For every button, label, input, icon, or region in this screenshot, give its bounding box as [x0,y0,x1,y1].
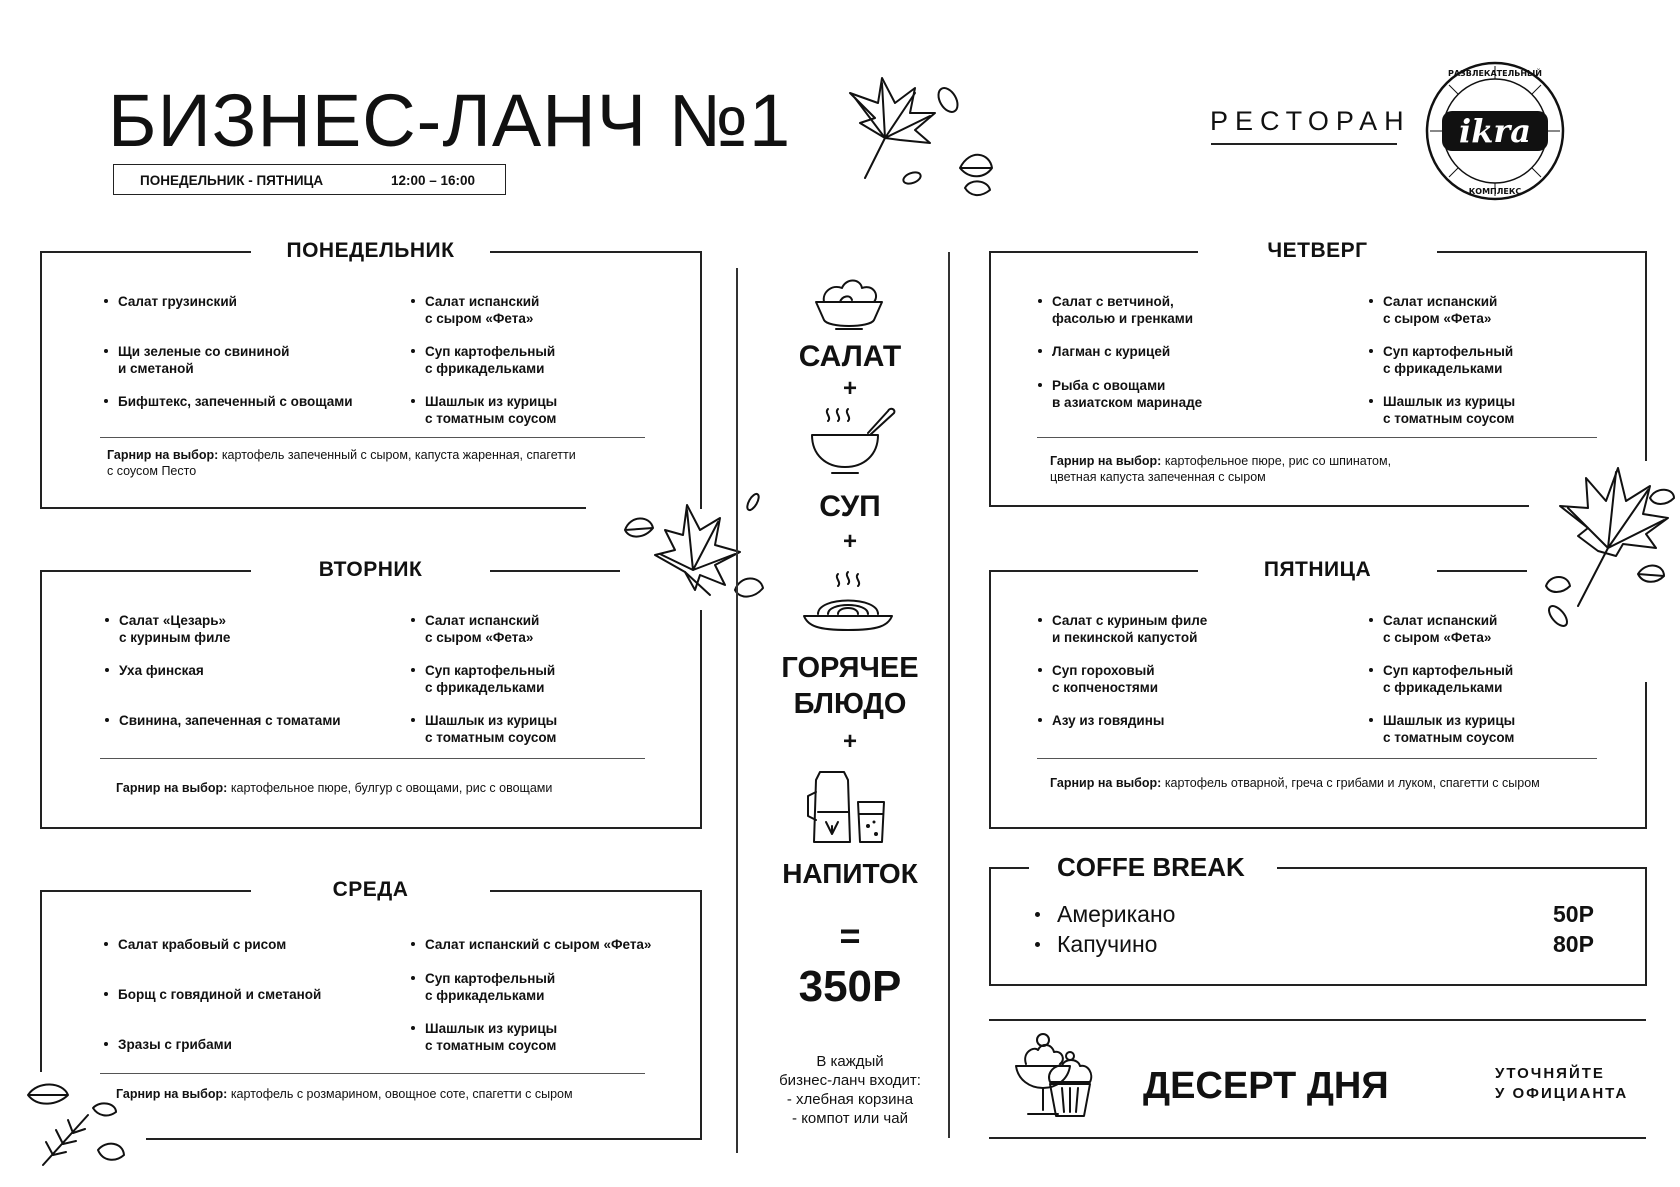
list-item: Суп картофельный с фрикадельками [425,344,556,376]
garnish-thursday: Гарнир на выбор: картофельное пюре, рис со шпинатом, цветная капуста запеченная с сыром [1050,454,1392,484]
list-item: Шашлык из курицы с томатным соусом [425,1021,558,1053]
list-item: Щи зеленые со свининой и сметаной [118,344,290,376]
garnish-friday: Гарнир на выбор: картофель отварной, греча с грибами и луком, спагетти с сыром [1050,776,1540,790]
combo-includes-line: - компот или чай [792,1110,908,1127]
list-item: Суп картофельный с фрикадельками [425,971,556,1003]
list-item: Борщ с говядиной и сметаной [118,987,322,1002]
day-card-tuesday [40,558,702,829]
list-item: Салат испанский с сыром «Фета» [425,937,652,952]
coffee-item-price: 50Р [1553,901,1594,927]
list-item: Свинина, запеченная с томатами [119,713,341,728]
maple-leaf-icon [820,68,1000,208]
day-title-thursday: ЧЕТВЕРГ [1267,239,1368,262]
list-item: Салат испанский с сыром «Фета» [425,294,540,326]
hours-days: ПОНЕДЕЛЬНИК - ПЯТНИЦА [140,173,324,188]
list-item: Суп картофельный с фрикадельками [1383,344,1514,376]
list-item: Шашлык из курицы с томатным соусом [1383,713,1516,745]
dessert-note [1495,1064,1628,1104]
combo-equals: = [839,915,861,956]
pasta-plate-icon [800,570,896,636]
page-title: БИЗНЕС-ЛАНЧ №1 [108,79,792,162]
day-card-monday [40,239,702,509]
list-item: Салат испанский с сыром «Фета» [425,613,540,645]
coffee-break-card [989,852,1647,986]
list-item: Шашлык из курицы с томатным соусом [425,394,558,426]
day-card-wednesday [40,878,702,1140]
combo-price: 350Р [798,962,902,1011]
day-title-wednesday: СРЕДА [332,878,409,901]
coffee-item-name: Американо [1057,901,1175,928]
combo-plus-1: + [842,375,857,402]
hours-box [113,164,506,195]
garnish-monday: Гарнир на выбор: картофель запеченный с сыром, капуста жаренная, спагетти с соусом Песто [107,448,576,478]
dessert-bottom-line [989,1137,1646,1139]
combo-includes-line: В каждый [816,1053,884,1070]
dessert-note-line2: У ОФИЦИАНТА [1495,1085,1629,1102]
center-divider-right [948,252,950,1138]
combo-hot-dish [755,650,945,722]
list-item: Салат испанский с сыром «Фета» [1383,294,1498,326]
dessert-title: ДЕСЕРТ ДНЯ [1143,1065,1389,1107]
garnish-tuesday: Гарнир на выбор: картофельное пюре, булгур с овощами, рис с овощами [116,781,553,795]
combo-drink: НАПИТОК [782,858,918,889]
hours-time: 12:00 – 16:00 [391,173,476,188]
list-item: Бифштекс, запеченный с овощами [118,394,353,409]
coffee-item-name: Капучино [1057,931,1157,958]
list-item: Лагман с курицей [1052,344,1171,359]
list-item: Суп картофельный с фрикадельками [1383,663,1514,695]
day-title-friday: ПЯТНИЦА [1263,558,1372,581]
combo-hot-line2: БЛЮДО [793,688,907,720]
list-item: Азу из говядины [1052,713,1165,728]
logo-ring-bottom: КОМПЛЕКС [1468,187,1522,196]
soup-bowl-icon [808,405,898,477]
combo-hot-line1: ГОРЯЧЕЕ [781,652,919,684]
list-item: Шашлык из курицы с томатным соусом [425,713,558,745]
logo-name: ikra [1459,112,1531,150]
list-item: Салат грузинский [118,294,237,309]
drink-jug-icon [806,768,890,846]
ikra-logo [1420,56,1570,206]
coffee-item-price: 80Р [1553,931,1594,957]
cupcake-icon [1044,1050,1096,1122]
list-item: Шашлык из курицы с томатным соусом [1383,394,1516,426]
combo-includes-line: бизнес-ланч входит: [779,1072,921,1089]
list-item: Рыба с овощами в азиатском маринаде [1052,378,1203,410]
list-item: Суп картофельный с фрикадельками [425,663,556,695]
restaurant-word: РЕСТОРАН [1210,106,1411,136]
logo-ring-top: РАЗВЛЕКАТЕЛЬНЫЙ [1447,69,1543,78]
combo-soup: СУП [819,490,881,523]
list-item: Суп гороховый с копченостями [1052,663,1159,695]
list-item: Зразы с грибами [118,1037,232,1052]
coffee-break-title: COFFE BREAK [1057,852,1245,882]
dessert-note-line1: УТОЧНЯЙТЕ [1495,1065,1605,1082]
restaurant-underline [1211,143,1397,145]
list-item: Салат «Цезарь» с куриным филе [119,613,231,645]
combo-salad: САЛАТ [798,340,902,373]
center-divider-left [736,268,738,1153]
list-item: Салат испанский с сыром «Фета» [1383,613,1498,645]
combo-plus-3: + [842,728,857,755]
day-card-friday [989,558,1647,829]
day-title-monday: ПОНЕДЕЛЬНИК [286,239,455,262]
leaf-icon [18,1070,128,1175]
garnish-wednesday: Гарнир на выбор: картофель с розмарином, овощное соте, спагетти с сыром [116,1087,573,1101]
list-item: Салат с куриным филе и пекинской капустой [1052,613,1208,645]
salad-bowl-icon [812,272,886,334]
list-item: Салат крабовый с рисом [118,937,287,952]
list-item: Салат с ветчиной, фасолью и гренками [1052,294,1194,326]
combo-includes [755,1052,945,1128]
list-item: Уха финская [119,663,204,678]
day-title-tuesday: ВТОРНИК [318,558,423,581]
combo-plus-2: + [842,528,857,555]
dessert-top-line [989,1019,1646,1021]
combo-includes-line: - хлебная корзина [786,1091,914,1108]
